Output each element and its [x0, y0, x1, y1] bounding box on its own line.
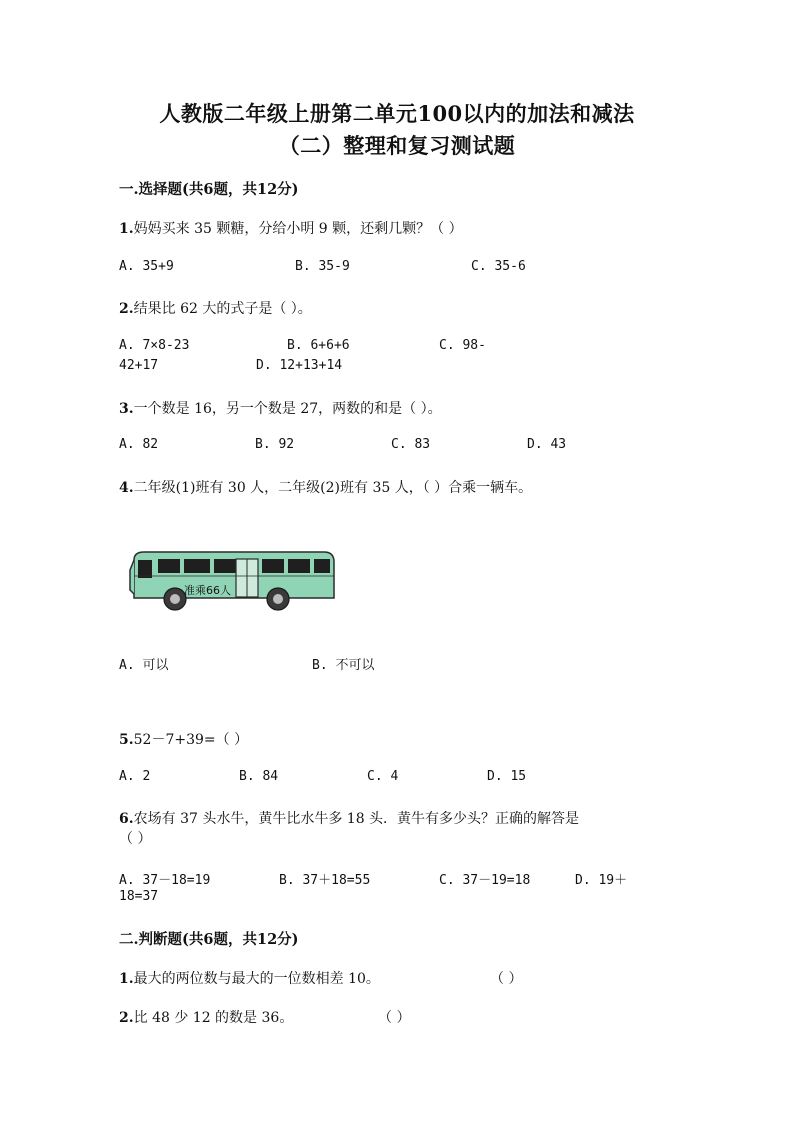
option-d-continued: 18=37 — [119, 889, 159, 904]
question-6 — [119, 808, 579, 828]
question-text: 妈妈买来 35 颗糖，分给小明 9 颗，还剩几颗？（ ） — [133, 221, 463, 237]
question-number: 2. — [119, 1010, 134, 1026]
section-heading-judgement: 二.判断题(共6题，共12分) — [119, 931, 299, 948]
option-d[interactable]: D. 12+13+14 — [256, 358, 343, 373]
question-3 — [119, 398, 442, 418]
option-b[interactable]: B. 37＋18=55 — [279, 873, 371, 888]
question-text: 比 48 少 12 的数是 36。 — [133, 1010, 294, 1026]
question-text: 最大的两位数与最大的一位数相差 10。 — [133, 971, 380, 987]
option-c[interactable]: C. 83 — [391, 437, 431, 452]
question-text: 一个数是 16，另一个数是 27，两数的和是（ ）。 — [133, 401, 442, 417]
question-text: 二年级(1)班有 30 人，二年级(2)班有 35 人，（ ）合乘一辆车。 — [133, 480, 533, 496]
title-line-1: 人教版二年级上册第二单元100以内的加法和减法 — [159, 101, 635, 126]
option-b[interactable]: B. 92 — [255, 437, 295, 452]
question-6-answer-paren: （ ） — [119, 831, 152, 847]
bus-capacity-label: 准乘66人 — [184, 584, 231, 597]
question-text: 农场有 37 头水牛，黄牛比水牛多 18 头．黄牛有多少头？正确的解答是 — [133, 811, 580, 827]
answer-paren[interactable]: （ ） — [490, 971, 523, 987]
option-d[interactable]: D. 15 — [487, 769, 527, 784]
option-a[interactable]: A. 37－18=19 — [119, 873, 211, 888]
option-c[interactable]: C. 37－19=18 — [439, 873, 531, 888]
option-d[interactable]: D. 43 — [527, 437, 567, 452]
question-text: 结果比 62 大的式子是（ ）。 — [133, 301, 312, 317]
question-number: 6. — [119, 811, 134, 827]
option-c[interactable]: C. 98- — [439, 338, 486, 353]
question-text: 52－7+39=（ ） — [133, 732, 249, 748]
question-number: 5. — [119, 732, 134, 748]
answer-paren[interactable]: （ ） — [378, 1010, 411, 1026]
question-5 — [119, 729, 248, 749]
judgement-question-1 — [119, 968, 380, 988]
option-b[interactable]: B. 84 — [239, 769, 279, 784]
question-4 — [119, 477, 532, 497]
option-c[interactable]: C. 35-6 — [471, 259, 526, 274]
option-a[interactable]: A. 7×8-23 — [119, 338, 190, 353]
question-number: 3. — [119, 401, 134, 417]
question-number: 1. — [119, 971, 134, 987]
option-c-continued: 42+17 — [119, 358, 159, 373]
section-heading-choice: 一.选择题(共6题，共12分) — [119, 181, 299, 198]
option-b[interactable]: B. 6+6+6 — [287, 338, 350, 353]
question-number: 4. — [119, 480, 134, 496]
option-a[interactable]: A. 35+9 — [119, 259, 174, 274]
option-b[interactable]: B. 不可以 — [312, 658, 375, 673]
bus-illustration — [128, 546, 338, 612]
question-number: 1. — [119, 221, 134, 237]
question-2 — [119, 298, 312, 318]
option-a[interactable]: A. 82 — [119, 437, 159, 452]
option-d[interactable]: D. 19＋ — [575, 873, 628, 888]
title-line-2: （二）整理和复习测试题 — [278, 133, 516, 158]
option-b[interactable]: B. 35-9 — [295, 259, 350, 274]
option-a[interactable]: A. 2 — [119, 769, 151, 784]
option-c[interactable]: C. 4 — [367, 769, 399, 784]
question-number: 2. — [119, 301, 134, 317]
question-1 — [119, 218, 463, 238]
judgement-question-2 — [119, 1007, 293, 1027]
option-a[interactable]: A. 可以 — [119, 658, 169, 673]
